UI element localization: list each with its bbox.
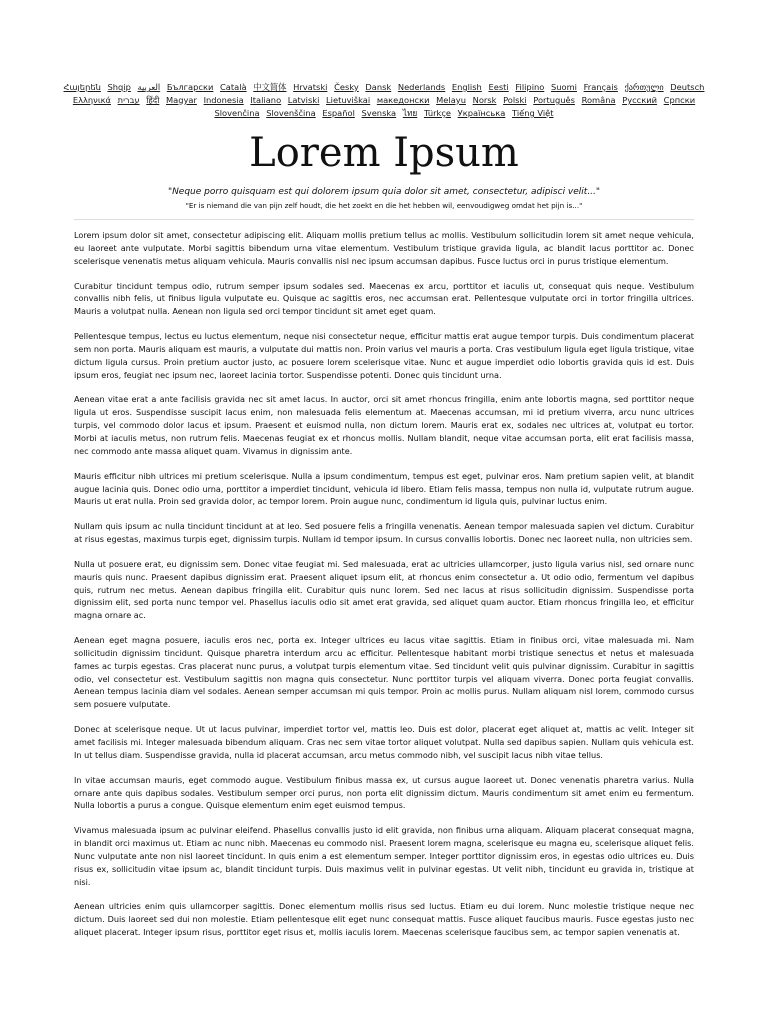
language-link[interactable]: ქართული [624, 82, 664, 92]
language-link[interactable]: Magyar [166, 95, 197, 105]
language-link[interactable]: עברית [117, 95, 140, 105]
paragraph: Pellentesque tempus, lectus eu luctus elementum, neque nisi consectetur neque, efficitur mattis erat augue tempor turpis. Duis condimentum placerat sem non porta. Mauris aliquam est mauris, a vulputate dui mattis non. Proin varius vel mauris a porta. Cras vestibulum ligula eget ligula tristique, vitae dictum ligula cursus. Proin pretium auctor justo, ac posuere lorem scelerisque vitae. Nunc et augue imperdiet odio lobortis gravida quis id est. Duis ipsum eros, feugiat nec ipsum nec, laoreet lacinia tortor. Suspendisse potenti. Donec quis tincidunt urna. [74, 331, 694, 380]
language-link[interactable]: Українська [457, 108, 506, 118]
paragraph: Aenean ultricies enim quis ullamcorper sagittis. Donec elementum mollis risus sed luctus. Etiam eu dui lorem. Nunc molestie tristique neque nec dictum. Duis laoreet sed dui non molestie. Etiam pellentesque elit eget nunc consequat mattis. Fusce aliquet faucibus mauris. Fusce egestas justo nec aliquet placerat. Integer ipsum risus, porttitor eget risus et, mollis iaculis lorem. Maecenas scelerisque faucibus sem, ac tempor sapien venenatis at. [74, 901, 694, 938]
divider [74, 219, 694, 220]
language-link[interactable]: Հայերեն [63, 82, 101, 92]
language-link[interactable]: Pyccкий [622, 95, 658, 105]
language-link[interactable]: Filipino [515, 82, 545, 92]
language-link[interactable]: ไทย [402, 108, 418, 118]
language-link[interactable]: English [451, 82, 482, 92]
page-title: Lorem Ipsum [249, 130, 519, 176]
language-link[interactable]: Česky [334, 82, 359, 92]
language-link[interactable]: Svenska [361, 108, 397, 118]
language-link[interactable]: Català [220, 82, 247, 92]
language-link[interactable]: Norsk [472, 95, 497, 105]
language-link[interactable]: македонски [376, 95, 430, 105]
paragraph: Aenean eget magna posuere, iaculis eros nec, porta ex. Integer ultrices eu lacus vitae sagittis. Etiam in finibus orci, vitae malesuada mi. Nam sollicitudin dignissim tincidunt. Quisque pharetra interdum arcu ac efficitur. Pellentesque habitant morbi tristique senectus et netus et malesuada fames ac turpis egestas. Cras placerat nunc purus, a volutpat turpis elementum vitae. Sed tincidunt velit quis pulvinar dignissim. Curabitur in sagittis odio, vel consectetur est. Vestibulum sagittis non magna quis consectetur. Nunc porttitor turpis vel aliquam viverra. Donec porta feugiat convallis. Aenean tempus lacinia diam vel sodales. Aenean semper accumsan mi quis tempor. Proin ac mollis purus. Nullam aliquam nisl lorem, commodo cursus sem posuere vulputate. [74, 635, 694, 710]
language-link[interactable]: Português [533, 95, 575, 105]
paragraph: Vivamus malesuada ipsum ac pulvinar eleifend. Phasellus convallis justo id elit gravida, non finibus urna aliquam. Aliquam placerat consequat magna, in blandit orci maximus ut. Etiam ac nunc nibh. Maecenas eu commodo nisl. Praesent lorem magna, scelerisque eu magna eu, scelerisque aliquet felis. Nunc vulputate ante non nisl laoreet tincidunt. In quis enim a est elementum semper. Integer porttitor dignissim eros, in egestas odio ultrices eu. Duis risus ex, sollicitudin vitae ipsum ac, blandit tincidunt turpis. Duis maximus velit in pulvinar egestas. Ut velit nibh, tincidunt eu gravida in, tristique at nisi. [74, 825, 694, 887]
language-link[interactable]: Melayu [436, 95, 466, 105]
language-link[interactable]: Lietuviškai [326, 95, 371, 105]
paragraph: Nulla ut posuere erat, eu dignissim sem. Donec vitae feugiat mi. Sed malesuada, erat ac ultricies ullamcorper, justo ligula varius nisl, sed ornare nunc mauris quis nunc. Praesent dapibus dignissim erat. Praesent aliquet ipsum elit, at rhoncus enim consectetur a. Ut odio odio, fermentum vel dapibus quis, rutrum nec metus. Aenean dapibus fringilla elit. Curabitur quis nunc lorem. Sed nec lacus at risus sollicitudin dignissim. Suspendisse porta dignissim elit, sed porta nunc tempor vel. Phasellus iaculis odio sit amet erat gravida, sed aliquet quam auctor. Etiam rhoncus fringilla leo, et efficitur magna ornare ac. [74, 558, 694, 621]
paragraph: Lorem ipsum dolor sit amet, consectetur adipiscing elit. Aliquam mollis pretium tellus ac mollis. Vestibulum sollicitudin lorem sit amet neque vehicula, eu laoreet ante vulputate. Morbi sagittis bibendum urna vitae elementum. Vestibulum tristique gravida ligula, ac blandit lacus porttitor ac. Donec scelerisque venenatis metus aliquam vehicula. Mauris convallis nisl nec ipsum accumsan dapibus. Fusce luctus orci in purus tristique elementum. [74, 230, 694, 266]
language-link[interactable]: Deutsch [670, 82, 705, 92]
lorem-text-body [74, 229, 694, 951]
language-link[interactable]: Hrvatski [293, 82, 328, 92]
language-link[interactable]: Български [166, 82, 214, 92]
paragraph: Curabitur tincidunt tempus odio, rutrum semper ipsum sodales sed. Maecenas ex arcu, porttitor et iaculis ut, consequat quis neque. Vestibulum convallis nibh felis, ut finibus ligula vulputate eu. Quisque ac sagittis eros, nec accumsan erat. Pellentesque vulputate orci in tortor fringilla ultrices. Mauris a volutpat nulla. Aenean non ligula sed orci tempor tincidunt sit amet eget quam. [74, 280, 694, 317]
paragraph: Donec at scelerisque neque. Ut ut lacus pulvinar, imperdiet tortor vel, mattis leo. Duis est dolor, placerat eget aliquet at, mattis ac velit. Integer sit amet facilisis mi. Integer malesuada bibendum aliquam. Cras nec sem vitae tortor aliquet volutpat. Nulla sed dapibus sapien. Nullam quis vehicula est. In ut tellus diam. Suspendisse gravida, nulla id placerat accumsan, arcu metus commodo nibh, vel suscipit lacus nibh vitae tellus. [74, 724, 694, 760]
language-link[interactable]: Nederlands [397, 82, 446, 92]
language-link[interactable]: العربية [137, 82, 161, 92]
language-selector [60, 81, 708, 120]
language-link[interactable]: Polski [503, 95, 527, 105]
paragraph: Mauris efficitur nibh ultrices mi pretium scelerisque. Nulla a ipsum condimentum, tempus est eget, pulvinar eros. Nam pretium sapien velit, at blandit augue lacinia quis. Donec odio urna, porttitor a imperdiet tincidunt, vehicula id libero. Etiam felis massa, tempus non nulla id, vulputate rutrum augue. Mauris ut erat nulla. Proin sed gravida dolor, ac tempor lorem. Proin augue nunc, condimentum id ligula quis, pulvinar luctus enim. [74, 470, 694, 507]
language-link[interactable]: Indonesia [203, 95, 244, 105]
language-link[interactable]: Français [583, 82, 618, 92]
language-link[interactable]: Español [322, 108, 355, 118]
language-link[interactable]: Српски [663, 95, 696, 105]
language-link[interactable]: हिंदी [146, 95, 160, 105]
paragraph: Aenean vitae erat a ante facilisis gravida nec sit amet lacus. In auctor, orci sit amet rhoncus fringilla, enim ante lobortis magna, sed porttitor neque ligula ut eros. Suspendisse suscipit lacus enim, non malesuada felis elementum at. Maecenas accumsan, mi id pretium viverra, arcu nunc ultrices turpis, vel commodo dolor lacus et ipsum. Praesent et euismod nulla, non dictum lorem. Mauris erat ex, sodales nec ultrices at, volutpat eu tortor. Morbi at iaculis metus, non rutrum felis. Maecenas feugiat ex et rhoncus mollis. Nullam blandit, neque vitae accumsan porta, elit erat facilisis massa, nec commodo ante massa aliquet quam. Vivamus in dignissim ante. [74, 394, 694, 456]
language-link[interactable]: Tiếng Việt [512, 108, 554, 118]
language-link[interactable]: Suomi [550, 82, 577, 92]
language-link[interactable]: Türkçe [423, 108, 452, 118]
language-link[interactable]: Slovenščina [266, 108, 316, 118]
quote-translation: "Er is niemand die van pijn zelf houdt, die het zoekt en die het hebben wil, eenvoudigweg omdat het pijn is..." [185, 201, 583, 210]
paragraph: Nullam quis ipsum ac nulla tincidunt tincidunt at at leo. Sed posuere felis a fringilla venenatis. Aenean tempor malesuada sapien vel dictum. Curabitur at risus egestas, maximus turpis eget, dignissim turpis. Nullam id tempor ipsum. In cursus convallis lobortis. Donec nec laoreet nulla, non ultricies sem. [74, 521, 694, 545]
language-link[interactable]: Ελληνικά [72, 95, 111, 105]
language-link[interactable]: Eesti [488, 82, 509, 92]
language-link[interactable]: Italiano [250, 95, 282, 105]
language-link[interactable]: Slovenčina [214, 108, 260, 118]
language-link[interactable]: Shqip [107, 82, 131, 92]
paragraph: In vitae accumsan mauris, eget commodo augue. Vestibulum finibus massa ex, ut cursus augue laoreet ut. Donec venenatis pharetra varius. Nulla ornare ante quis dapibus sodales. Vestibulum semper orci purus, non porta elit dignissim dictum. Mauris condimentum sit amet enim eu fermentum. Nulla lobortis a purus a congue. Quisque elementum enim eget euismod tempus. [74, 774, 694, 811]
language-link[interactable]: Româna [581, 95, 616, 105]
language-link[interactable]: Latviski [287, 95, 320, 105]
language-link[interactable]: 中文简体 [253, 82, 287, 92]
latin-quote: "Neque porro quisquam est qui dolorem ipsum quia dolor sit amet, consectetur, adipisci velit..." [167, 187, 601, 197]
language-link[interactable]: Dansk [365, 82, 392, 92]
